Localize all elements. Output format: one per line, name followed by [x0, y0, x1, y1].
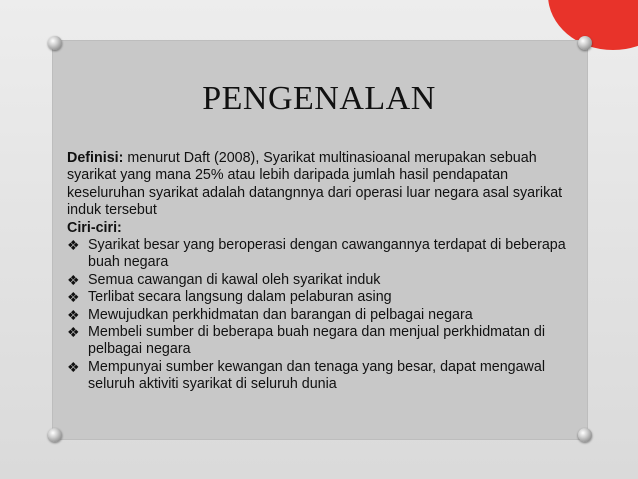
list-item [67, 359, 572, 394]
diamond-bullet-icon: ❖ [67, 358, 80, 375]
pin-bottom-right-icon [578, 428, 592, 442]
diamond-bullet-icon: ❖ [67, 271, 80, 288]
pin-top-left-icon [48, 36, 62, 50]
definition-text: menurut Daft (2008), Syarikat multinasioanal merupakan sebuah syarikat yang mana 25% atau lebih daripada jumlah hasil pendapatan keseluruhan syarikat adalah datangnnya dari operasi luar negara asal syarikat induk tersebut [67, 150, 563, 219]
list-item [67, 237, 572, 272]
diamond-bullet-icon: ❖ [67, 237, 80, 254]
pin-bottom-left-icon [48, 428, 62, 442]
diamond-bullet-icon: ❖ [67, 306, 80, 323]
list-item-text: Mewujudkan perkhidmatan dan barangan di pelbagai negara [88, 306, 473, 323]
pin-top-right-icon [578, 36, 592, 50]
list-item [67, 272, 572, 289]
characteristics-label: Ciri-ciri: [67, 219, 122, 236]
diamond-bullet-icon: ❖ [67, 324, 80, 341]
list-item [67, 289, 572, 306]
list-item-text: Membeli sumber di beberapa buah negara dan menjual perkhidmatan di pelbagai negara [88, 324, 545, 358]
list-item-text: Mempunyai sumber kewangan dan tenaga yang besar, dapat mengawal seluruh aktiviti syarikat di seluruh dunia [88, 358, 546, 393]
list-item-text: Semua cawangan di kawal oleh syarikat induk [88, 271, 381, 288]
characteristics-list [67, 237, 572, 394]
definition-label: Definisi: [67, 150, 124, 166]
list-item-text: Terlibat secara langsung dalam pelaburan asing [88, 289, 392, 306]
definition-paragraph [67, 150, 572, 220]
slide-body [67, 150, 572, 394]
list-item-text: Syarikat besar yang beroperasi dengan cawangannya terdapat di beberapa buah negara [88, 237, 566, 271]
list-item [67, 307, 572, 324]
slide-title: PENGENALAN [202, 80, 436, 117]
list-item [67, 324, 572, 359]
diamond-bullet-icon: ❖ [67, 289, 80, 306]
